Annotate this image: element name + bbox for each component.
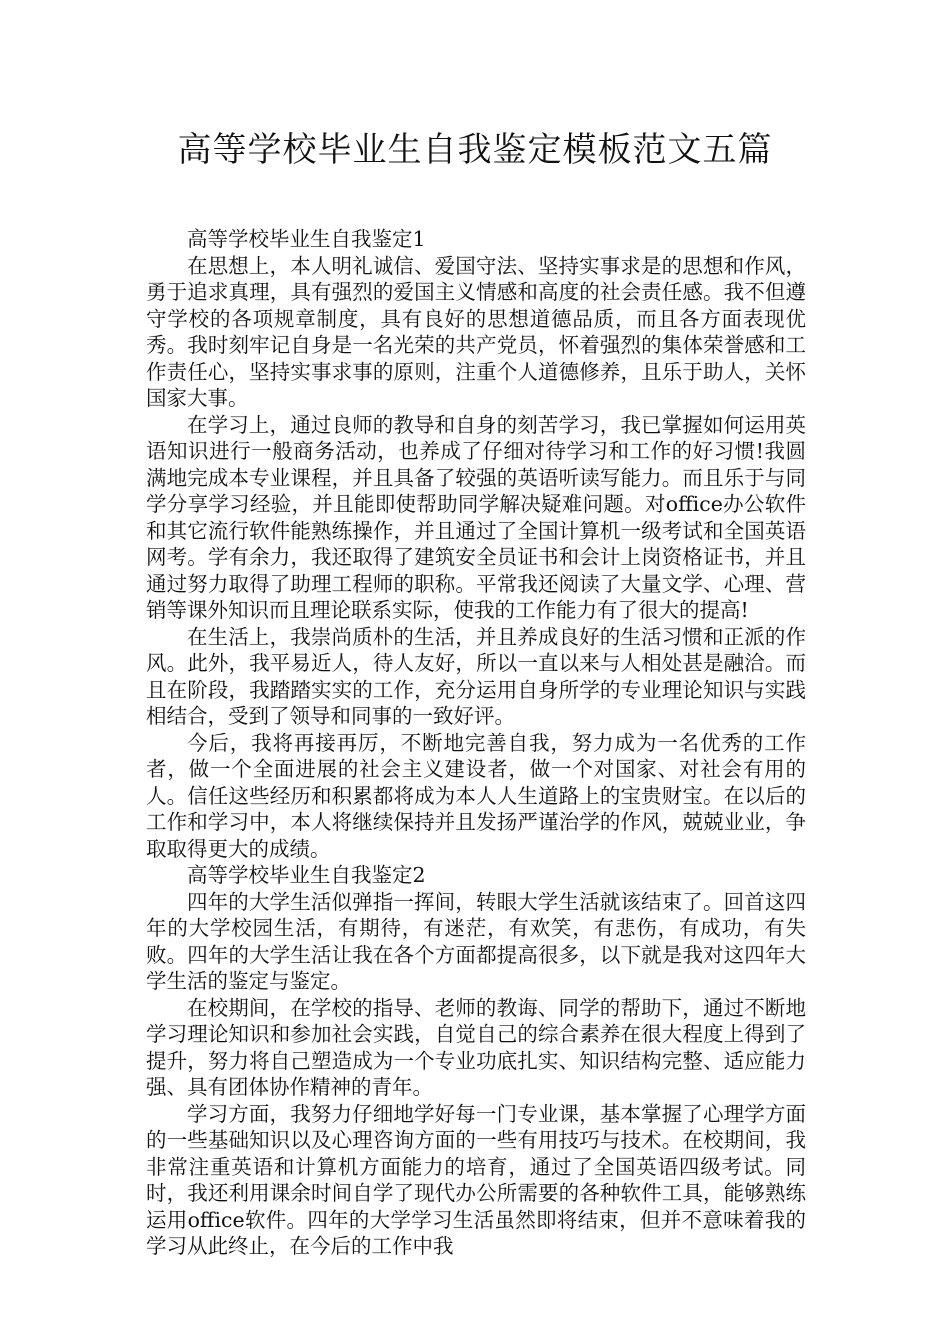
- section-heading-2: 高等学校毕业生自我鉴定2: [187, 863, 426, 887]
- paragraph: 今后，我将再接再厉，不断地完善自我，努力成为一名优秀的工作者，做一个全面进展的社会主义建设者，做一个对国家、对社会有用的人。信任这些经历和积累都将成为本人人生道路上的宝贵财宝。在以后的工作和学习中，本人将继续保持并且发扬严谨治学的作风，兢兢业业，争取取得更大的成绩。: [146, 730, 806, 861]
- paragraph: 在校期间，在学校的指导、老师的教诲、同学的帮助下，通过不断地学习理论知识和参加社会实践，自觉自己的综合素养在很大程度上得到了提升，努力将自己塑造成为一个专业功底扎实、知识结构完整、适应能力强、具有团体协作精神的青年。: [146, 995, 806, 1099]
- paragraph: 在思想上，本人明礼诚信、爱国守法、坚持实事求是的思想和作风，勇于追求真理，具有强烈的爱国主义情感和高度的社会责任感。我不但遵守学校的各项规章制度，具有良好的思想道德品质，而且各方面表现优秀。我时刻牢记自身是一名光荣的共产党员，怀着强烈的集体荣誉感和工作责任心，坚持实事求事的原则，注重个人道德修养，且乐于助人，关怀国家大事。: [146, 253, 806, 410]
- paragraph: 四年的大学生活似弹指一挥间，转眼大学生活就该结束了。回首这四年的大学校园生活，有期待，有迷茫，有欢笑，有悲伤，有成功，有失败。四年的大学生活让我在各个方面都提高很多，以下就是我对这四年大学生活的鉴定与鉴定。: [146, 889, 806, 993]
- paragraph: 在学习上，通过良师的教导和自身的刻苦学习，我已掌握如何运用英语知识进行一般商务活动，也养成了仔细对待学习和工作的好习惯!我圆满地完成本专业课程，并且具备了较强的英语听读写能力。而且乐于与同学分享学习经验，并且能即使帮助同学解决疑难问题。对office办公软件和其它流行软件能熟练操作，并且通过了全国计算机一级考试和全国英语网考。学有余力，我还取得了建筑安全员证书和会计上岗资格证书，并且通过努力取得了助理工程师的职称。平常我还阅读了大量文学、心理、营销等课外知识而且理论联系实际，使我的工作能力有了很大的提高!: [146, 412, 806, 622]
- paragraph: 在生活上，我崇尚质朴的生活，并且养成良好的生活习惯和正派的作风。此外，我平易近人，待人友好，所以一直以来与人相处甚是融洽。而且在阶段，我踏踏实实的工作，充分运用自身所学的专业理论知识与实践相结合，受到了领导和同事的一致好评。: [146, 624, 806, 728]
- paragraph: 学习方面，我努力仔细地学好每一门专业课，基本掌握了心理学方面的一些基础知识以及心理咨询方面的一些有用技巧与技术。在校期间，我非常注重英语和计算机方面能力的培育，通过了全国英语四级考试。同时，我还利用课余时间自学了现代办公所需要的各种软件工具，能够熟练运用office软件。四年的大学学习生活虽然即将结束，但并不意味着我的学习从此终止，在今后的工作中我: [146, 1101, 806, 1258]
- document-title: 高等学校毕业生自我鉴定模板范文五篇: [177, 130, 773, 170]
- section-heading-1: 高等学校毕业生自我鉴定1: [187, 227, 426, 251]
- document-body: [146, 226, 806, 1260]
